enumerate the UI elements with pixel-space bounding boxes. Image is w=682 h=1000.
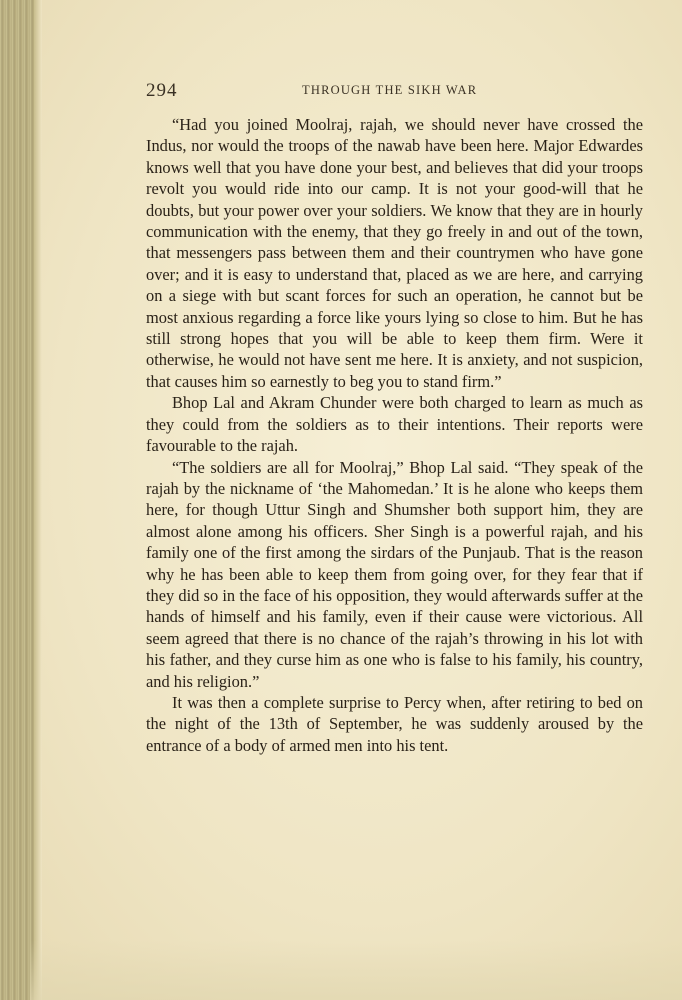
- body-text: [146, 114, 643, 756]
- paragraph: It was then a complete surprise to Percy when, after retiring to bed on the night of the 13th of September, he was suddenly aroused by the entrance of a body of armed men into his tent.: [146, 692, 643, 755]
- paragraph: “The soldiers are all for Moolraj,” Bhop Lal said. “They speak of the rajah by the nickname of ‘the Mahomedan.’ It is he alone who keeps them here, for though Uttur Singh and Shumsher both support him, they are almost alone among his officers. Sher Singh is a powerful rajah, and his family one of the first among the sirdars of the Punjaub. That is the reason why he has been able to keep them from going over, for they fear that if they did so in the face of his opposition, they would afterwards suffer at the hands of himself and his family, even if their cause were victorious. All seem agreed that there is no chance of the rajah’s throwing in his lot with his father, and they curse him as one who is false to his family, his country, and his religion.”: [146, 457, 643, 691]
- page-bottom-shading: [30, 940, 682, 1000]
- page-header: [146, 80, 643, 104]
- paragraph: “Had you joined Moolraj, rajah, we should never have crossed the Indus, nor would the troops of the nawab have been here. Major Edwardes knows well that you have done your best, and believes that did your troops revolt you would ride into our camp. It is not your good-will that he doubts, but your power over your soldiers. We know that they are in hourly communication with the enemy, that they go freely in and out of the town, that messengers pass between them and their countrymen who have gone over; and it is easy to understand that, placed as we are here, and carrying on a siege with but scant forces for such an operation, he cannot but be most anxious regarding a force like yours lying so close to him. But he has still strong hopes that you will be able to keep them firm. Were it otherwise, he would not have sent me here. It is anxiety, and not suspicion, that causes him so earnestly to beg you to stand firm.”: [146, 115, 643, 391]
- paragraph: Bhop Lal and Akram Chunder were both charged to learn as much as they could from the soldiers as to their intentions. Their reports were favourable to the rajah.: [146, 393, 643, 456]
- page-number: 294: [146, 80, 178, 101]
- running-head: THROUGH THE SIKH WAR: [302, 83, 478, 97]
- book-binding-edge: [0, 0, 40, 1000]
